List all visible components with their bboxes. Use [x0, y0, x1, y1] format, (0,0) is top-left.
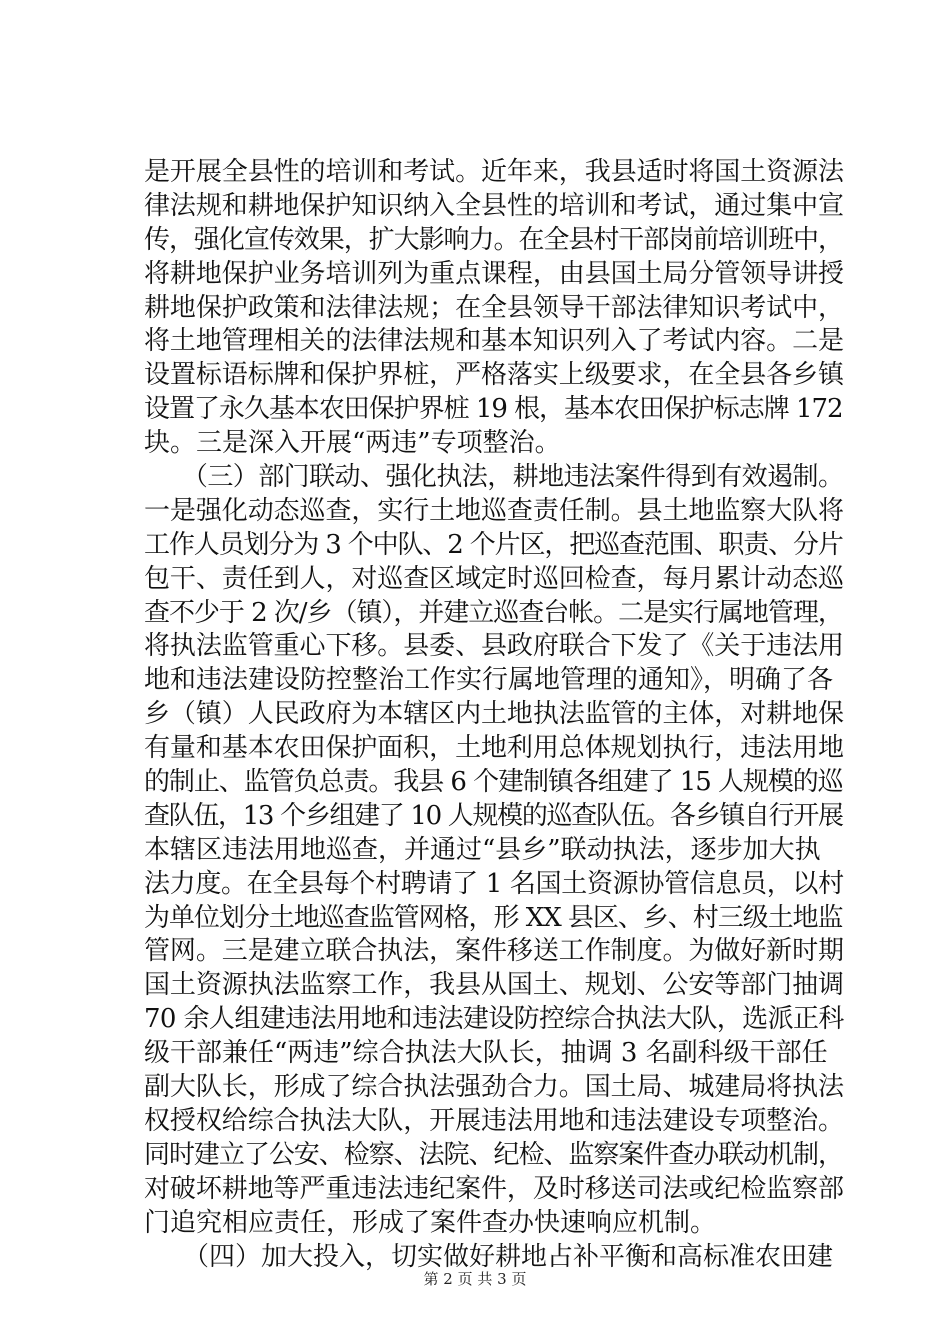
text-line: 门追究相应责任，形成了案件查办快速响应机制。 [144, 1207, 717, 1238]
text-line: 本辖区违法用地巡查，并通过“县乡”联动执法，逐步加大执 [144, 834, 821, 865]
text-line: （三）部门联动、强化执法，耕地违法案件得到有效遏制。 [144, 462, 844, 493]
text-line: 副大队长，形成了综合执法强劲合力。国土局、城建局将执法 [144, 1072, 844, 1103]
text-line: 管网。三是建立联合执法，案件移送工作制度。为做好新时期 [144, 936, 844, 967]
text-line: （四）加大投入，切实做好耕地占补平衡和高标准农田建 [144, 1241, 834, 1272]
text-line: 耕地保护政策和法律法规；在全县领导干部法律知识考试中， [144, 292, 844, 323]
text-line: 将执法监管重心下移。县委、县政府联合下发了《关于违法用 [144, 631, 844, 662]
text-line: 有量和基本农田保护面积，土地利用总体规划执行，违法用地 [144, 733, 844, 764]
text-line: 包干、责任到人，对巡查区域定时巡回检查，每月累计动态巡 [144, 563, 844, 594]
text-line: 国土资源执法监察工作，我县从国土、规划、公安等部门抽调 [144, 970, 844, 1001]
text-line: 地和违法建设防控整治工作实行属地管理的通知》，明确了各 [144, 665, 834, 696]
text-line: 70 余人组建违法用地和违法建设防控综合执法大队，选派正科 [144, 1004, 844, 1035]
text-line: 查不少于 2 次/乡（镇），并建立巡查台帐。二是实行属地管理， [144, 597, 843, 628]
text-line: 块。三是深入开展“两违”专项整治。 [144, 428, 561, 459]
text-line: 的制止、监管负总责。我县 6 个建制镇各组建了 15 人规模的巡 [144, 767, 843, 798]
text-line: 设置了永久基本农田保护界桩 19 根，基本农田保护标志牌 172 [144, 394, 843, 425]
text-line: 乡（镇）人民政府为本辖区内土地执法监管的主体，对耕地保 [144, 699, 844, 730]
text-line: 律法规和耕地保护知识纳入全县性的培训和考试，通过集中宣 [144, 190, 844, 221]
text-line: 传，强化宣传效果，扩大影响力。在全县村干部岗前培训班中， [144, 224, 843, 255]
body-text [144, 156, 844, 1274]
text-line: 查队伍，13 个乡组建了 10 人规模的巡查队伍。各乡镇自行开展 [144, 800, 843, 831]
text-line: 是开展全县性的培训和考试。近年来，我县适时将国土资源法 [144, 157, 844, 187]
text-line: 为单位划分土地巡查监管网格，形 XX 县区、乡、村三级土地监 [144, 902, 843, 933]
text-line: 将耕地保护业务培训列为重点课程，由县国土局分管领导讲授 [144, 258, 844, 289]
text-line: 级干部兼任“两违”综合执法大队长，抽调 3 名副科级干部任 [144, 1038, 828, 1069]
text-line: 法力度。在全县每个村聘请了 1 名国土资源协管信息员，以村 [144, 868, 844, 899]
text-line: 将土地管理相关的法律法规和基本知识列入了考试内容。二是 [144, 326, 844, 357]
text-line: 一是强化动态巡查，实行土地巡查责任制。县土地监察大队将 [144, 495, 844, 526]
text-line: 同时建立了公安、检察、法院、纪检、监察案件查办联动机制， [144, 1139, 843, 1170]
text-line: 工作人员划分为 3 个中队、2 个片区，把巡查范围、职责、分片 [144, 529, 843, 560]
text-line: 设置标语标牌和保护界桩，严格落实上级要求，在全县各乡镇 [144, 360, 844, 391]
text-line: 对破坏耕地等严重违法违纪案件，及时移送司法或纪检监察部 [144, 1173, 844, 1204]
page-footer: 第 2 页 共 3 页 [423, 1270, 527, 1288]
text-line: 权授权给综合执法大队，开展违法用地和违法建设专项整治。 [144, 1105, 844, 1136]
